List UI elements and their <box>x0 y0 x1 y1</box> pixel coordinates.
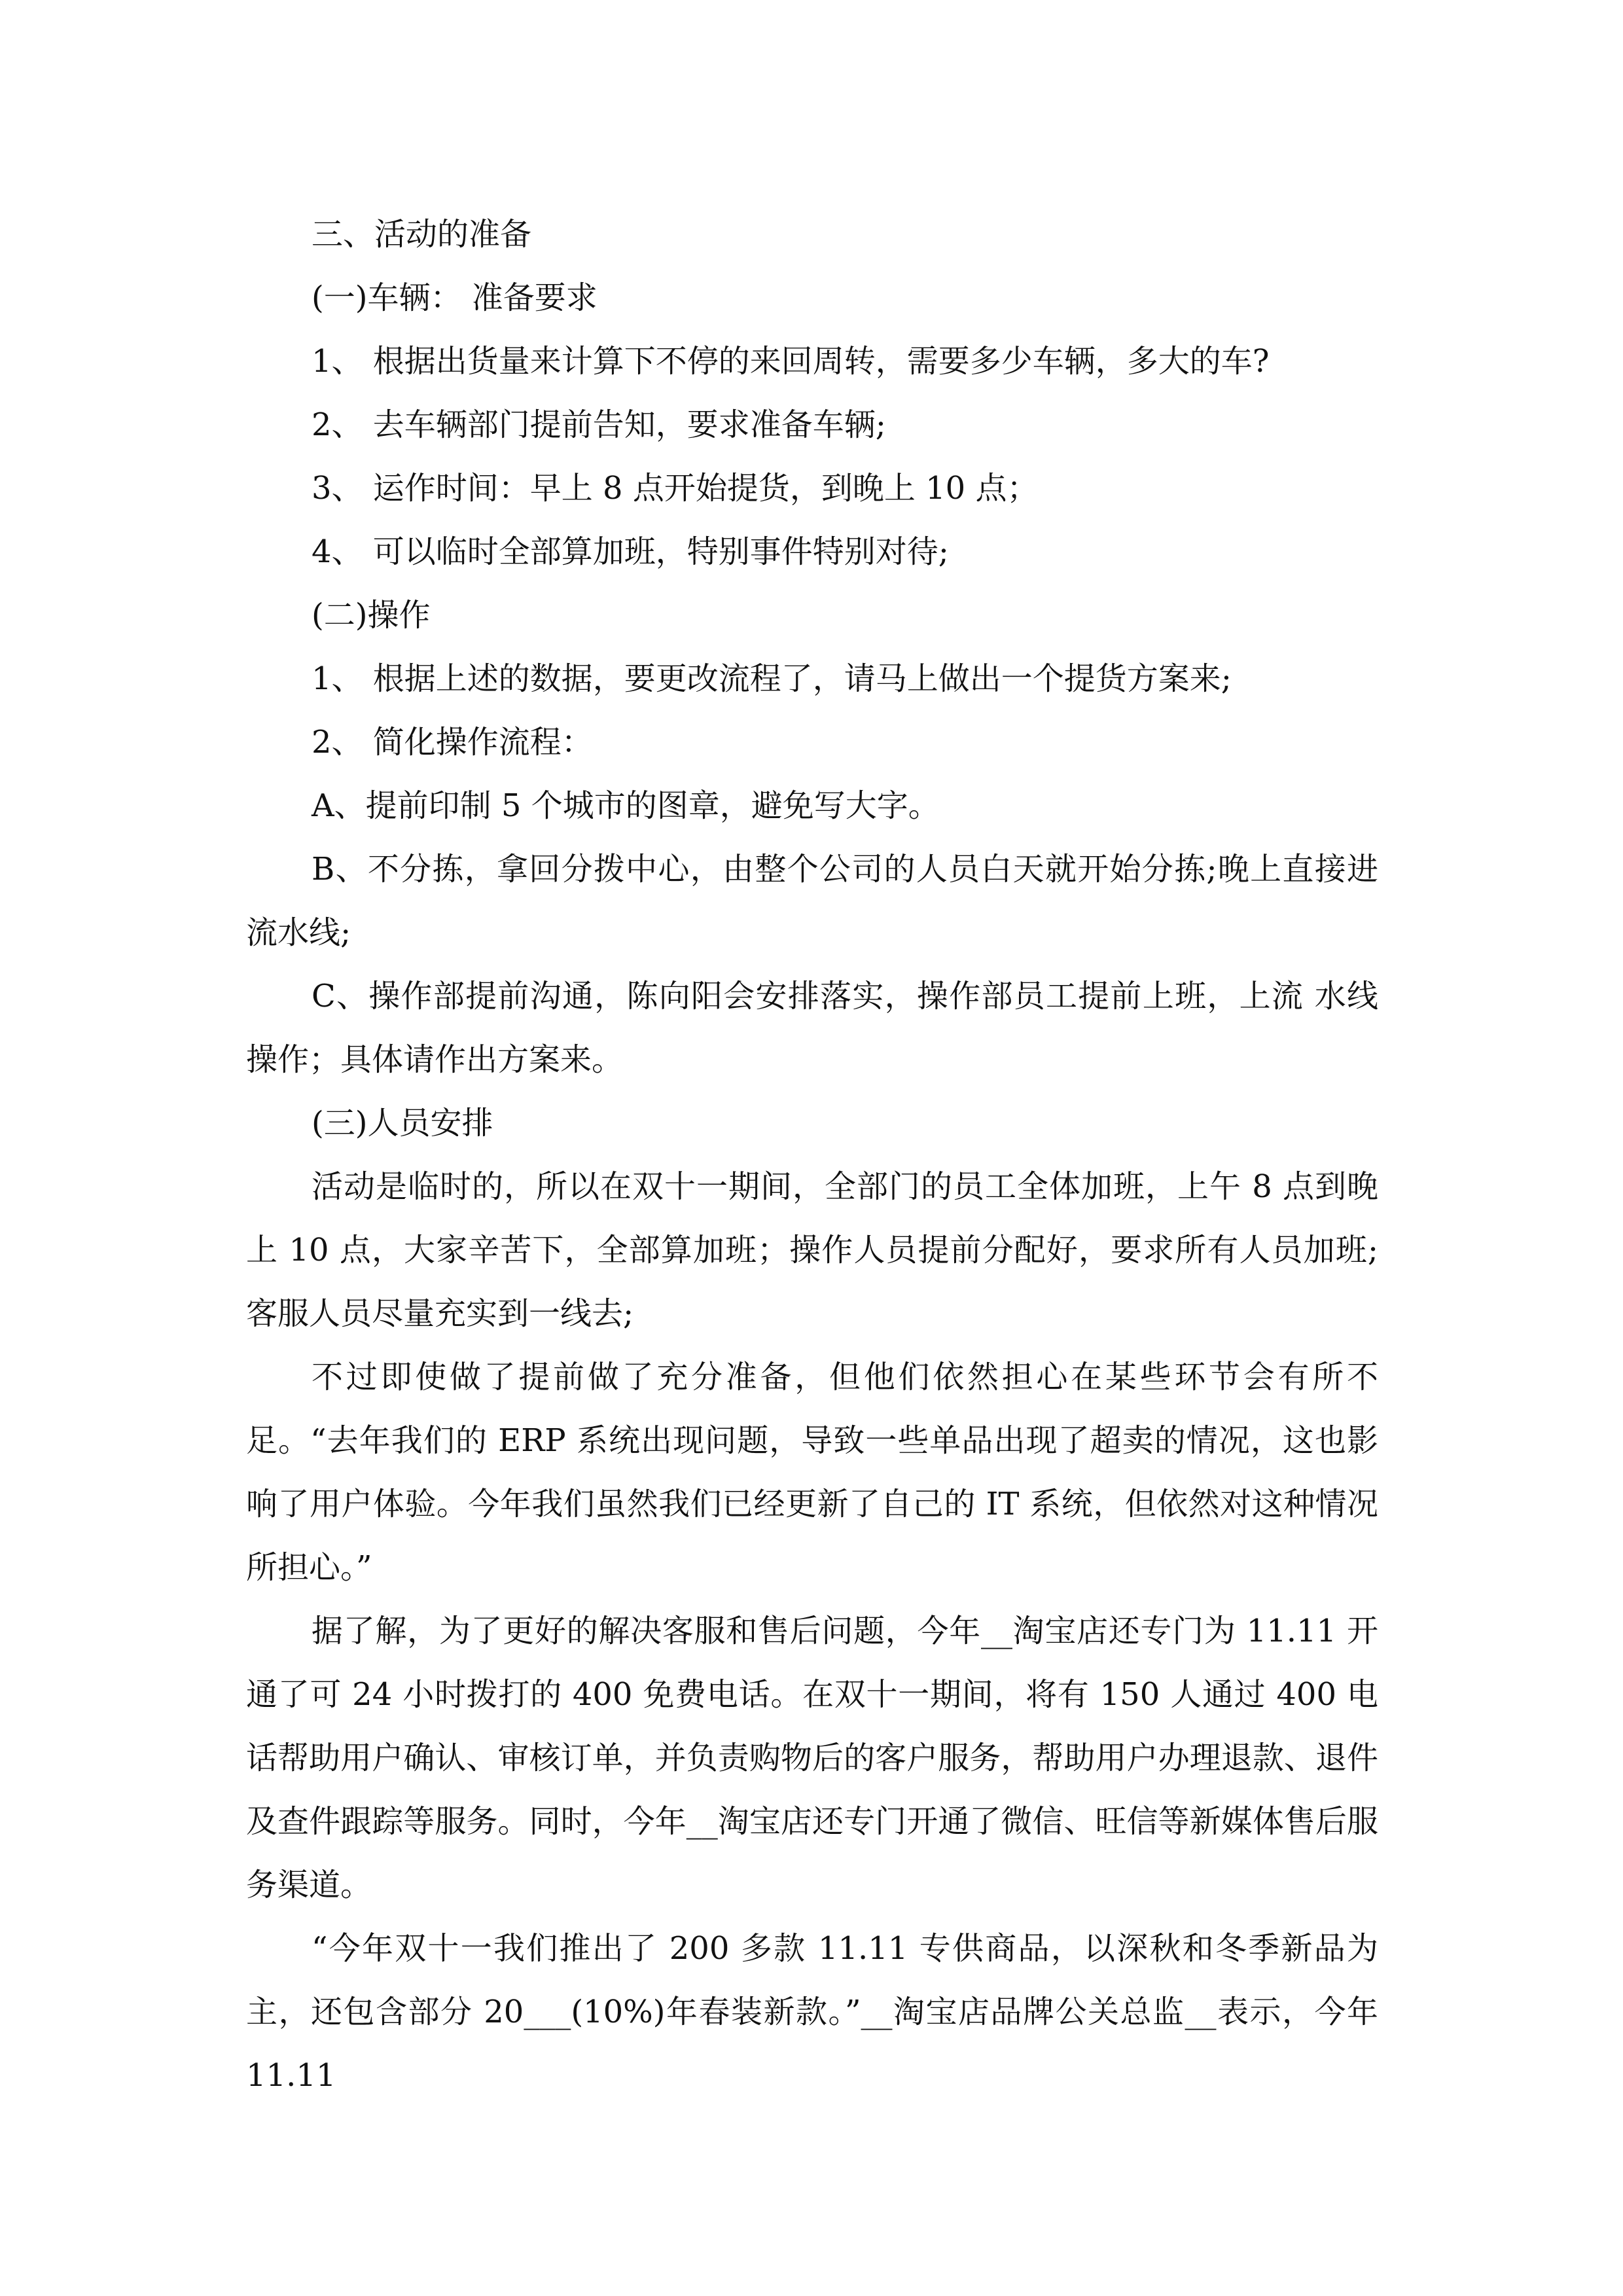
subheading-operations: (二)操作 <box>312 597 431 634</box>
list-item: 2、 去车辆部门提前告知，要求准备车辆; <box>312 406 886 443</box>
document-body <box>246 203 1378 2108</box>
list-item: 3、 运作时间：早上 8 点开始提货，到晚上 10 点； <box>312 470 1039 507</box>
list-item: A、提前印制 5 个城市的图章，避免写大字。 <box>312 787 940 824</box>
subheading-vehicles: (一)车辆： 准备要求 <box>312 279 597 316</box>
body-paragraph: 活动是临时的，所以在双十一期间，全部门的员工全体加班，上午 8 点到晚上 10 点，大家辛苦下，全部算加班；操作人员提前分配好，要求所有人员加班;客服人员尽量充实到一线去; <box>246 1168 1378 1332</box>
list-item: 1、 根据出货量来计算下不停的来回周转，需要多少车辆，多大的车? <box>312 343 1270 380</box>
list-item: 4、 可以临时全部算加班，特别事件特别对待; <box>312 533 949 570</box>
body-paragraph: 不过即使做了提前做了充分准备，但他们依然担心在某些环节会有所不足。“去年我们的 ERP 系统出现问题，导致一些单品出现了超卖的情况，这也影响了用户体验。今年我们虽然我们已经更新了自己的 IT 系统，但依然对这种情况所担心。” <box>246 1359 1378 1586</box>
body-paragraph: “今年双十一我们推出了 200 多款 11.11 专供商品，以深秋和冬季新品为主，还包含部分 20___(10%)年春装新款。”__淘宝店品牌公关总监__表示，今年 11.11 <box>246 1930 1378 2094</box>
subheading-staffing: (三)人员安排 <box>312 1105 493 1141</box>
list-item: 2、 简化操作流程： <box>312 724 593 761</box>
section-heading-preparation: 三、活动的准备 <box>312 216 532 253</box>
list-item: 1、 根据上述的数据，要更改流程了，请马上做出一个提货方案来; <box>312 660 1232 697</box>
body-paragraph: 据了解，为了更好的解决客服和售后问题，今年__淘宝店还专门为 11.11 开通了可 24 小时拨打的 400 免费电话。在双十一期间，将有 150 人通过 400 电话帮助用户确认、审核订单，并负责购物后的客户服务，帮助用户办理退款、退件及查件跟踪等服务。同时，今年__淘宝店还专门开通了微信、旺信等新媒体售后服务渠道。 <box>246 1613 1378 1903</box>
list-item: C、操作部提前沟通，陈向阳会安排落实，操作部员工提前上班，上流 水线操作；具体请作出方案来。 <box>246 978 1378 1078</box>
list-item: B、不分拣，拿回分拨中心，由整个公司的人员白天就开始分拣;晚上直接进流水线; <box>246 851 1378 951</box>
